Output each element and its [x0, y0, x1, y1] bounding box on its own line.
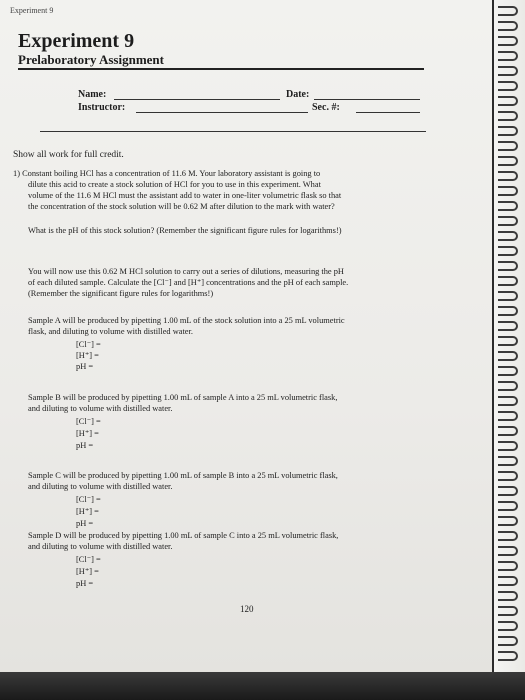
instructions: Show all work for full credit. — [13, 150, 124, 160]
question-1-line: the concentration of the stock solution will be 0.62 M after dilution to the mark with water? — [28, 202, 335, 211]
sample-a-ph: pH = — [76, 362, 94, 371]
sample-d-text: and diluting to volume with distilled water. — [28, 542, 173, 551]
spiral-coil — [498, 126, 518, 136]
spiral-coil — [498, 381, 518, 391]
spiral-coil — [498, 486, 518, 496]
spiral-coil — [498, 576, 518, 586]
sample-a-text: flask, and diluting to volume with distilled water. — [28, 327, 193, 336]
spiral-coil — [498, 501, 518, 511]
spiral-coil — [498, 621, 518, 631]
spiral-coil — [498, 471, 518, 481]
spiral-coil — [498, 636, 518, 646]
desk-edge — [0, 672, 525, 700]
spiral-coil — [498, 561, 518, 571]
sample-b-ph: pH = — [76, 441, 94, 450]
running-header: Experiment 9 — [10, 6, 54, 15]
spiral-coil — [498, 231, 518, 241]
title-rule — [18, 68, 424, 70]
name-line[interactable] — [114, 99, 280, 100]
spiral-coil — [498, 531, 518, 541]
spiral-coil — [498, 351, 518, 361]
date-line[interactable] — [314, 99, 420, 100]
spiral-coil — [498, 216, 518, 226]
page-number: 120 — [240, 604, 254, 614]
page-title: Experiment 9 — [18, 30, 135, 52]
spiral-coil — [498, 186, 518, 196]
sample-d-cl: [Cl⁻] = — [76, 555, 101, 564]
question-1-line: dilute this acid to create a stock solution of HCl for you to use in this experiment. What — [28, 180, 321, 189]
sample-a-text: Sample A will be produced by pipetting 1.00 mL of the stock solution into a 25 mL volumetric — [28, 316, 345, 325]
spiral-coil — [498, 6, 518, 16]
sample-d-h: [H⁺] = — [76, 567, 99, 576]
spiral-coil — [498, 366, 518, 376]
dilution-intro-line: You will now use this 0.62 M HCl solution to carry out a series of dilutions, measuring the pH — [28, 267, 344, 276]
sample-c-text: and diluting to volume with distilled water. — [28, 482, 173, 491]
sample-a-cl: [Cl⁻] = — [76, 340, 101, 349]
spiral-coil — [498, 291, 518, 301]
spiral-binding — [494, 0, 525, 672]
section-rule — [40, 131, 426, 132]
spiral-coil — [498, 36, 518, 46]
dilution-intro-line: of each diluted sample. Calculate the [Cl⁻] and [H⁺] concentrations and the pH of each sample. — [28, 278, 349, 287]
sample-c-cl: [Cl⁻] = — [76, 495, 101, 504]
spiral-coil — [498, 456, 518, 466]
spiral-coil — [498, 156, 518, 166]
spiral-coil — [498, 516, 518, 526]
spiral-coil — [498, 336, 518, 346]
spiral-coil — [498, 201, 518, 211]
sample-b-h: [H⁺] = — [76, 429, 99, 438]
instructor-label: Instructor: — [78, 102, 126, 113]
spiral-coil — [498, 546, 518, 556]
sample-c-ph: pH = — [76, 519, 94, 528]
spiral-coil — [498, 141, 518, 151]
dilution-intro-line: (Remember the significant figure rules for logarithms!) — [28, 289, 214, 298]
spiral-coil — [498, 261, 518, 271]
spiral-coil — [498, 606, 518, 616]
spiral-coil — [498, 171, 518, 181]
sample-b-text: Sample B will be produced by pipetting 1.00 mL of sample A into a 25 mL volumetric flask, — [28, 393, 338, 402]
spiral-coil — [498, 21, 518, 31]
spiral-coil — [498, 441, 518, 451]
spiral-coil — [498, 96, 518, 106]
sample-c-text: Sample C will be produced by pipetting 1.00 mL of sample B into a 25 mL volumetric flask, — [28, 471, 338, 480]
sample-d-ph: pH = — [76, 579, 94, 588]
spiral-coil — [498, 396, 518, 406]
spiral-coil — [498, 66, 518, 76]
sample-c-h: [H⁺] = — [76, 507, 99, 516]
spiral-coil — [498, 51, 518, 61]
spiral-coil — [498, 81, 518, 91]
spiral-coil — [498, 276, 518, 286]
sample-a-h: [H⁺] = — [76, 351, 99, 360]
spiral-coil — [498, 306, 518, 316]
date-label: Date: — [286, 89, 310, 100]
spiral-coil — [498, 591, 518, 601]
sample-b-cl: [Cl⁻] = — [76, 417, 101, 426]
spiral-coil — [498, 111, 518, 121]
spiral-coil — [498, 426, 518, 436]
sec-line[interactable] — [356, 112, 420, 113]
name-label: Name: — [78, 89, 107, 100]
sec-label: Sec. #: — [312, 102, 340, 113]
spiral-coil — [498, 411, 518, 421]
sample-d-text: Sample D will be produced by pipetting 1.00 mL of sample C into a 25 mL volumetric flask, — [28, 531, 339, 540]
instructor-line[interactable] — [136, 112, 308, 113]
ph-question: What is the pH of this stock solution? (Remember the significant figure rules for logarithms!) — [28, 226, 342, 235]
sample-b-text: and diluting to volume with distilled water. — [28, 404, 173, 413]
spiral-coil — [498, 651, 518, 661]
page-subtitle: Prelaboratory Assignment — [18, 52, 164, 67]
question-1-line: volume of the 11.6 M HCl must the assistant add to water in one-liter volumetric flask so that — [28, 191, 342, 200]
question-1-line: 1) Constant boiling HCl has a concentration of 11.6 M. Your laboratory assistant is going to — [13, 169, 321, 178]
spiral-coil — [498, 246, 518, 256]
spiral-coil — [498, 321, 518, 331]
